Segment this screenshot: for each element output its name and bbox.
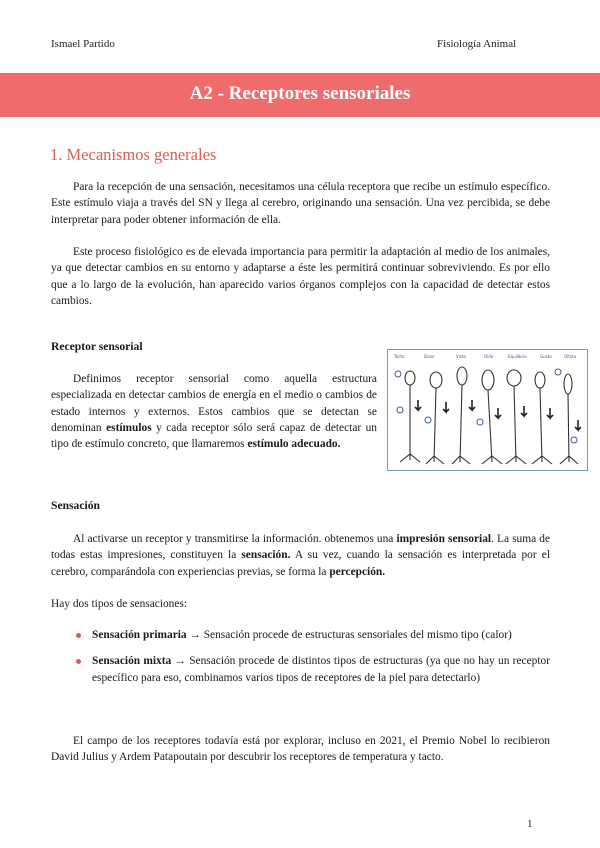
marker-2: [397, 407, 403, 413]
arrow-2: [443, 402, 449, 412]
bullet-primary-text: Sensación procede de estructuras sensoriales del mismo tipo (calor): [200, 629, 512, 641]
arrow-4: [495, 408, 501, 418]
receptor-cell-5: [507, 370, 521, 386]
axon-4: [488, 390, 492, 462]
receptor-heading: Receptor sensorial: [51, 340, 143, 353]
marker-3: [425, 417, 431, 423]
arrow-7: [575, 420, 581, 430]
arrow-5: [521, 406, 527, 416]
axon-7: [568, 394, 569, 462]
fig-label-1: Dolor: [424, 354, 435, 359]
bullet-mixed-bold: Sensación mixta →: [92, 655, 186, 668]
list-item: [92, 627, 550, 643]
marker-5: [555, 369, 561, 375]
fig-label-3: Oído: [484, 354, 494, 359]
receptor-bold-adecuado: estímulo adecuado.: [247, 438, 341, 451]
sensacion-bold-impresion: impresión sensorial: [396, 533, 492, 545]
sensation-types-list: [92, 627, 550, 686]
sensacion-text-3: A su vez, cuando la sensación es interpretada por el cerebro, comparándola con experiencias previas, se forma la: [51, 549, 550, 578]
receptor-cell-6: [535, 372, 545, 388]
receptor-cell-3: [457, 367, 467, 385]
paragraph-importance: Este proceso fisiológico es de elevada importancia para permitir la adaptación al medio de los animales, ya que detectar cambios en su entorno y adaptarse a éste les permitirá continuar sobreviviendo. Es por ello que a lo largo de la evolución, han aparecido varios órganos complejos con la capacidad de detectar estos cambios.: [51, 246, 550, 307]
sensacion-heading: Sensación: [51, 499, 100, 512]
fig-label-6: Olfato: [564, 354, 577, 359]
axon-6: [540, 388, 542, 462]
receptors-illustration: [388, 350, 587, 470]
receptor-text-1: Definimos receptor sensorial como aquella estructura especializada en detectar cambios de energía en el medio o cambios de estado internos y externos. Estos cambios que se detectan se denominan: [51, 373, 377, 434]
receptor-cell-2: [430, 372, 442, 388]
paragraph-intro: Para la recepción de una sensación, necesitamos una célula receptora que recibe un estímulo específico. Este estímulo viaja a través del SN y llega al cerebro, originando una sensación. Una vez percibida, se debe interpretar para poder obtener información de ella.: [51, 181, 550, 226]
arrow-3: [469, 400, 475, 410]
fig-label-2: Vista: [456, 354, 466, 359]
receptor-text-2: y cada receptor sólo será capaz de detectar un tipo de estímulo concreto, que llamaremos: [51, 421, 378, 451]
header-subject: Fisiología Animal: [437, 38, 517, 50]
marker-1: [395, 371, 401, 377]
terminal-3: [452, 456, 470, 464]
terminal-2: [426, 456, 444, 464]
receptor-cell-7: [564, 374, 572, 394]
sensacion-text-2: . La suma de todas estas impresiones, constituyen la: [51, 533, 550, 562]
section-heading: 1. Mecanismos generales: [50, 145, 217, 164]
header-author: Ismael Partido: [51, 38, 115, 50]
fig-label-0: Tacto: [394, 354, 405, 359]
receptors-figure: [387, 349, 588, 471]
sensacion-text-1: Al activarse un receptor y transmitirse la información. obtenemos una: [73, 533, 397, 545]
page-number: 1: [527, 818, 533, 830]
axon-2: [434, 388, 436, 462]
sensacion-paragraph: [51, 531, 550, 580]
axon-5: [514, 386, 516, 462]
title-banner: [0, 73, 600, 117]
receptor-bold-estimulos: estímulos: [106, 421, 152, 434]
fig-label-5: Gusto: [540, 354, 552, 359]
bullet-mixed-text: Sensación procede de distintos tipos de estructuras (ya que no hay un receptor específico para eso, combinamos varios tipos de receptores de la piel para detectarlo): [92, 655, 550, 684]
sensacion-bold-percepcion: percepción.: [329, 565, 386, 578]
axon-3: [460, 385, 462, 462]
arrow-6: [547, 408, 553, 418]
marker-4: [477, 419, 483, 425]
bullet-primary-bold: Sensación primaria →: [92, 629, 201, 641]
receptor-cell-4: [482, 370, 494, 390]
types-intro: Hay dos tipos de sensaciones:: [51, 598, 188, 610]
list-item: [92, 653, 550, 686]
closing-paragraph: El campo de los receptores todavía está por explorar, incluso en 2021, el Premio Nobel lo recibieron David Julius y Ardem Patapoutain por descubrir los receptores de temperatura y tacto.: [51, 735, 550, 764]
receptor-cell-1: [405, 371, 415, 385]
arrow-1: [415, 400, 421, 410]
page-title: A2 - Receptores sensoriales: [189, 83, 411, 104]
marker-6: [571, 437, 577, 443]
receptor-paragraph: [51, 371, 377, 452]
sensacion-bold-sensacion: sensación.: [241, 549, 291, 562]
fig-label-4: Equilibrio: [508, 354, 527, 359]
